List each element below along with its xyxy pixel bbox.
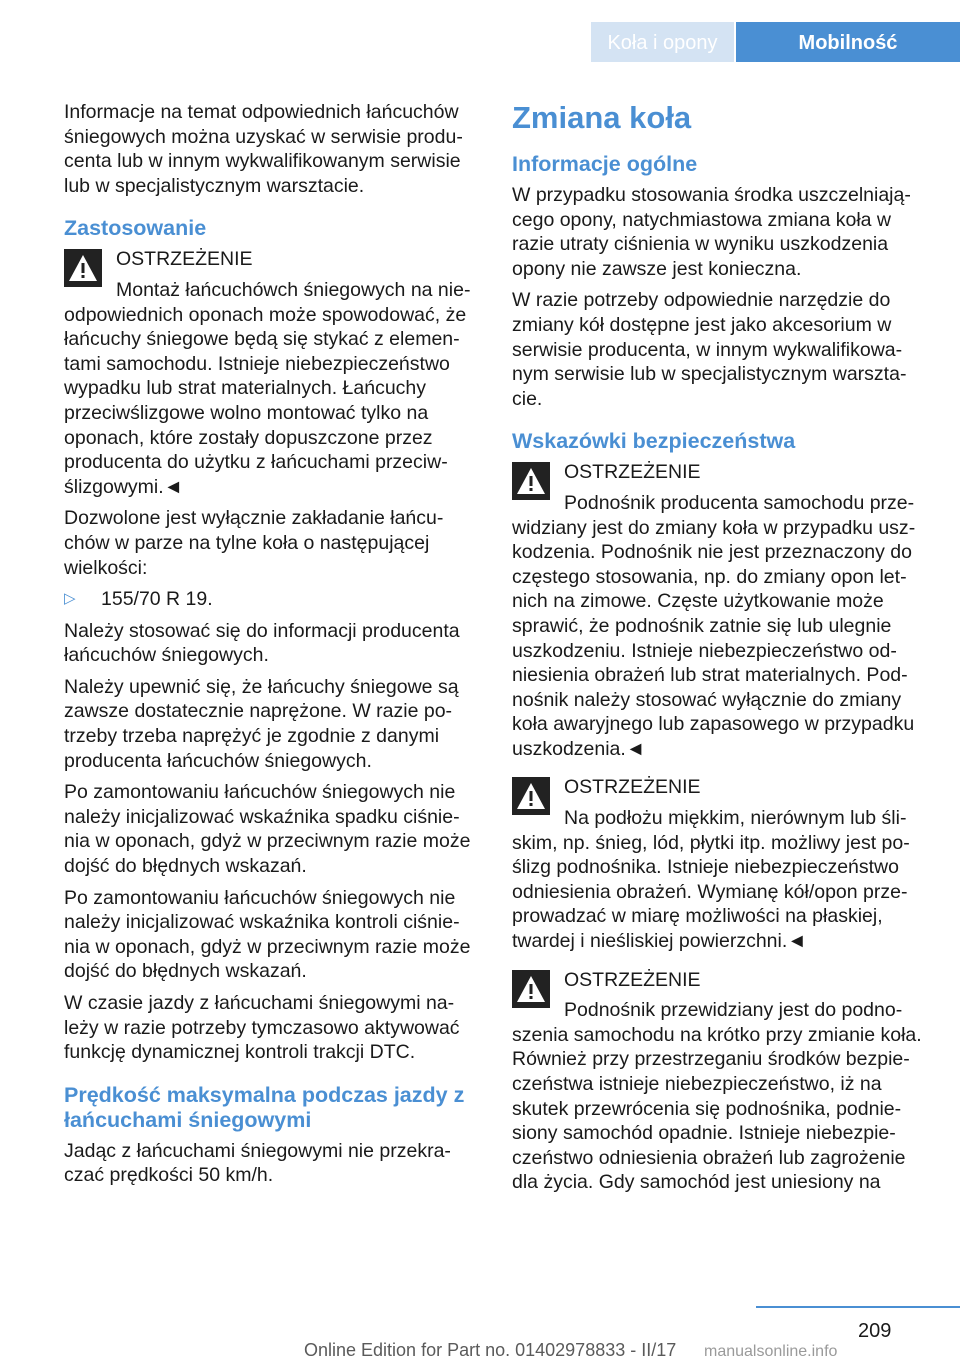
warning-title: OSTRZEŻENIE bbox=[116, 248, 253, 271]
section-heading-safety: Wskazówki bezpieczeństwa bbox=[512, 429, 796, 454]
section-heading-max-speed: Prędkość maksymalna podczas jazdy z łańcuchami śniegowymi bbox=[64, 1082, 465, 1132]
bullet-text: 155/70 R 19. bbox=[101, 588, 213, 611]
section-heading-usage: Zastosowanie bbox=[64, 216, 207, 241]
page-title: Zmiana koła bbox=[512, 100, 692, 135]
dtc-paragraph: W czasie jazdy z łańcuchami śniegowymi należy w razie potrzeby tymczasowo aktywować funkcję dynamicznej kontroli trakcji DTC. bbox=[64, 992, 460, 1064]
general-paragraph-2: W razie potrzeby odpowiednie narzędzie do zmiany kół dostępne jest jako akcesorium w serwisie producenta, w innym wykwalifikowanym serwisie lub w specjalistycznym warsztacie. bbox=[512, 289, 907, 410]
page-number-rule bbox=[756, 1306, 960, 1308]
init-pressure-drop-paragraph: Po zamontowaniu łańcuchów śniegowych nie należy inicjalizować wskaźnika spadku ciśnienia w oponach, gdyż w przeciwnym razie może dojść do błędnych wskazań. bbox=[64, 781, 471, 878]
warning-body: Podnośnik producenta samochodu przewidziany jest do zmiany koła w przypadku uszkodzenia. Podnośnik nie jest przeznaczony do częstego stosowania, np. do zmiany opon letnich na zimowe. Częste użytkowanie może sprawić, że podnośnik zatnie się lub ulegnie uszkodzeniu. Istnieje niebezpieczeństwo odniesienia obrażeń lub strat materialnych. Podnośnik należy stosować wyłącznie do zmiany koła awaryjnego lub zapasowego w przypadku uszkodzenia.◄ bbox=[512, 491, 916, 760]
left-column bbox=[64, 100, 474, 1195]
header-bar bbox=[0, 0, 960, 62]
warning-title: OSTRZEŻENIE bbox=[564, 776, 701, 799]
warning-block-1 bbox=[64, 247, 474, 499]
tab-section-wheels-tyres[interactable]: Koła i opony bbox=[591, 22, 734, 62]
warning-block-3 bbox=[512, 775, 922, 953]
warning-body: Montaż łańcuchówch śniegowych na nieodpowiednich oponach może spowodować, że łańcuchy śniegowe będą się stykać z elementami samochodu. Istnieje niebezpieczeństwo wypadku lub strat materialnych. Łańcuchy przeciwślizgowe wolno montować tylko na oponach, które zostały dopuszczone przez producenta do użytku z łańcuchami przeciwślizgowymi.◄ bbox=[64, 278, 471, 498]
warning-triangle-icon bbox=[512, 462, 550, 500]
warning-triangle-icon bbox=[512, 970, 550, 1008]
warning-body: Podnośnik przewidziany jest do podnoszenia samochodu na krótko przy zmianie koła. Również przy przestrzeganiu środków bezpieczeństwa istnieje niebezpieczeństwo, iż na skutek przewrócenia się podnośnika, podniesiony samochód opadnie. Istnieje niebezpieczeństwo odniesienia obrażeń lub zagrożenie dla życia. Gdy samochód jest uniesiony na bbox=[512, 999, 922, 1194]
section-heading-general: Informacje ogólne bbox=[512, 152, 698, 176]
max-speed-paragraph: Jadąc z łańcuchami śniegowymi nie przekraczać prędkości 50 km/h. bbox=[64, 1139, 451, 1187]
warning-triangle-icon bbox=[64, 249, 102, 287]
site-watermark: manualsonline.info bbox=[704, 1343, 838, 1360]
follow-manufacturer-paragraph: Należy stosować się do informacji producenta łańcuchów śniegowych. bbox=[64, 619, 460, 667]
intro-paragraph: Informacje na temat odpowiednich łańcuchów śniegowych można uzyskać w serwisie producenta lub w innym wykwalifikowanym serwisie lub w specjalistycznym warsztacie. bbox=[64, 101, 463, 197]
bullet-item-size bbox=[64, 587, 474, 612]
warning-triangle-icon bbox=[512, 777, 550, 815]
right-column bbox=[512, 100, 922, 1202]
init-pressure-control-paragraph: Po zamontowaniu łańcuchów śniegowych nie należy inicjalizować wskaźnika kontroli ciśnienia w oponach, gdyż w przeciwnym razie może dojść do błędnych wskazań. bbox=[64, 886, 471, 983]
allowed-paragraph: Dozwolone jest wyłącznie zakładanie łańcuchów w parze na tylne koła o następującej wielkości: bbox=[64, 507, 444, 579]
warning-title: OSTRZEŻENIE bbox=[564, 461, 701, 484]
tab-chapter-mobility[interactable]: Mobilność bbox=[736, 22, 960, 62]
warning-title: OSTRZEŻENIE bbox=[564, 968, 701, 991]
warning-body: Na podłożu miękkim, nierównym lub śliskim, np. śnieg, lód, płytki itp. możliwy jest poślizg podnośnika. Istnieje niebezpieczeństwo odniesienia obrażeń. Wymianę kół/opon przeprowadzać w miarę możliwości na płaskiej, twardej i nieśliskiej powierzchni.◄ bbox=[512, 807, 910, 953]
bullet-arrow-icon: ▷ bbox=[64, 590, 76, 608]
general-paragraph-1: W przypadku stosowania środka uszczelniającego opony, natychmiastowa zmiana koła w razie utraty ciśnienia w wyniku uszkodzenia opony nie zawsze jest konieczna. bbox=[512, 184, 911, 280]
warning-block-2 bbox=[512, 460, 922, 761]
edition-footer: Online Edition for Part no. 01402978833 - II/17 bbox=[304, 1340, 677, 1360]
tension-paragraph: Należy upewnić się, że łańcuchy śniegowe są zawsze dostatecznie naprężone. W razie potrzeby trzeba naprężyć je zgodnie z danymi producenta łańcuchów śniegowych. bbox=[64, 675, 459, 772]
warning-block-4 bbox=[512, 968, 922, 1195]
page-number: 209 bbox=[858, 1320, 892, 1342]
